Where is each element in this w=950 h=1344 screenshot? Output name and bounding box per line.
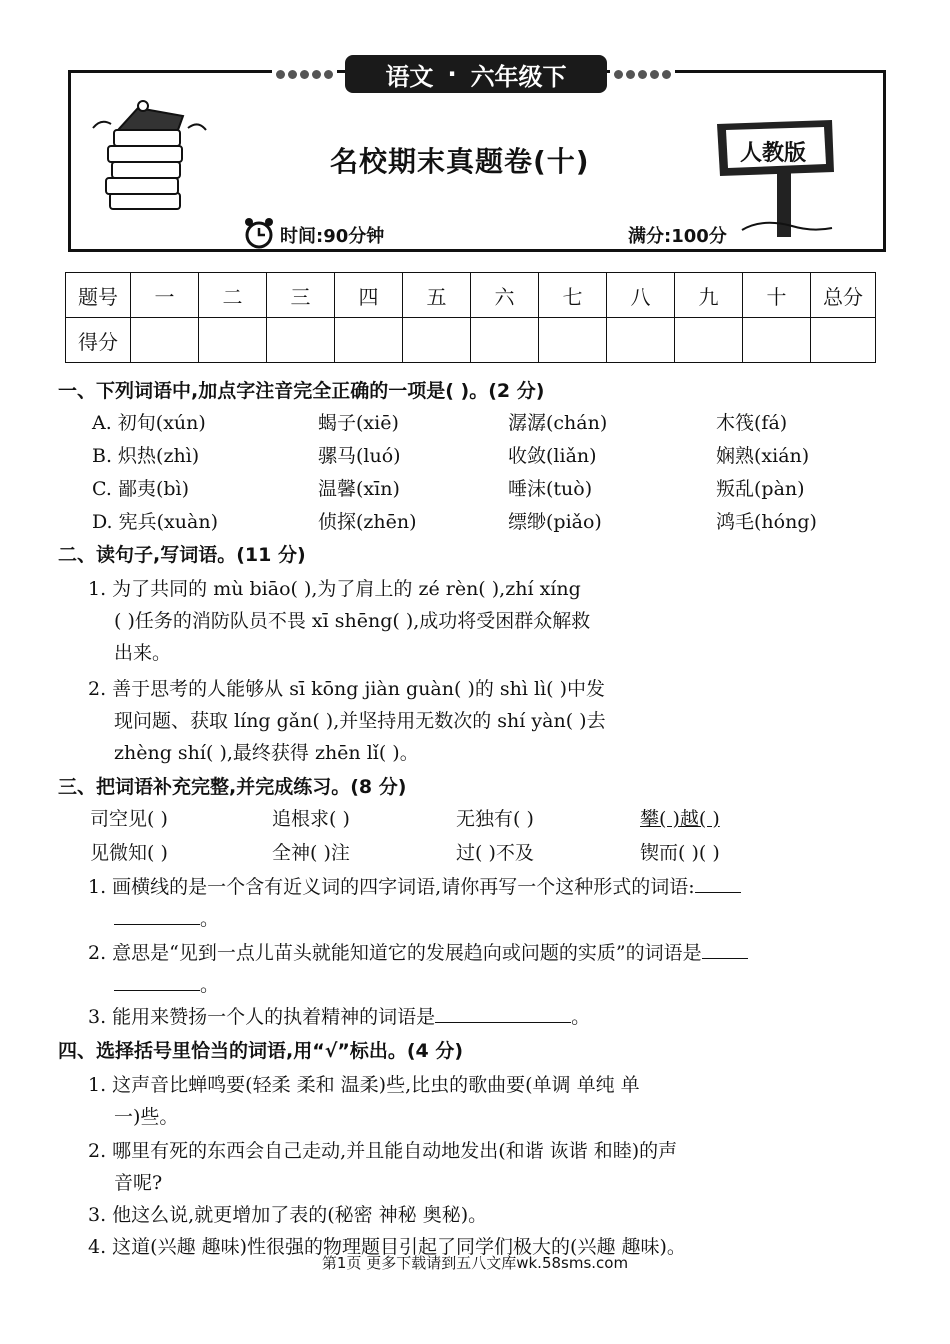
q1-title: 一、下列词语中,加点字注音完全正确的一项是( )。(2 分): [58, 380, 545, 402]
score-cell: [403, 318, 471, 363]
q3-item-1-cont: [114, 904, 219, 931]
decor-dots-right: [610, 64, 675, 84]
score-cell: [539, 318, 607, 363]
q3-item-3-text: 3. 能用来赞扬一个人的执着精神的词语是: [88, 1006, 436, 1028]
badge-grade: 六年级下: [470, 62, 567, 91]
q3-word-7: 过( )不及: [456, 842, 534, 864]
q3-item-2: [88, 938, 748, 965]
option-b-1: B. 炽热(zhì): [92, 445, 200, 467]
clock-icon: [242, 216, 276, 250]
score-cell: [811, 318, 876, 363]
score-table-score-row: [66, 318, 876, 363]
q3-word-4: 攀( )越( ): [640, 808, 720, 830]
table-cell: 九: [675, 273, 743, 318]
answer-blank[interactable]: [695, 892, 741, 893]
time-label: 时间:90分钟: [280, 226, 385, 247]
option-a-4: 木筏(fá): [716, 412, 788, 434]
page-title: 名校期末真题卷(十): [330, 145, 590, 178]
option-d-1: D. 宪兵(xuàn): [92, 511, 218, 533]
q3-title: 三、把词语补充完整,并完成练习。(8 分): [58, 776, 407, 798]
score-table: [65, 272, 876, 363]
score-cell: [267, 318, 335, 363]
edition-label: 人教版: [740, 141, 807, 166]
q4-line-6: 4. 这道(兴趣 趣味)性很强的物理题目引起了同学们极大的(兴趣 趣味)。: [88, 1236, 686, 1258]
q4-line-5: 3. 他这么说,就更增加了表的(秘密 神秘 奥秘)。: [88, 1204, 488, 1226]
table-cell: 二: [199, 273, 267, 318]
option-c-3: 唾沫(tuò): [508, 478, 593, 500]
q2-line-3: 出来。: [114, 642, 172, 664]
answer-blank[interactable]: [114, 924, 200, 925]
score-table-header-row: [66, 273, 876, 318]
q3-item-3: [88, 1002, 590, 1029]
q3-item-1-text: 1. 画横线的是一个含有近义词的四字词语,请你再写一个这种形式的词语:: [88, 876, 695, 898]
score-label: 满分:100分: [628, 226, 727, 247]
q4-line-1: 1. 这声音比蝉鸣要(轻柔 柔和 温柔)些,比虫的歌曲要(单调 单纯 单: [88, 1074, 640, 1096]
answer-blank[interactable]: [114, 990, 200, 991]
answer-blank[interactable]: [435, 1022, 571, 1023]
option-c-4: 叛乱(pàn): [716, 478, 805, 500]
q2-line-5: 现问题、获取 líng gǎn( ),并坚持用无数次的 shí yàn( )去: [114, 710, 606, 732]
q4-line-3: 2. 哪里有死的东西会自己走动,并且能自动地发出(和谐 诙谐 和睦)的声: [88, 1140, 678, 1162]
q3-word-3: 无独有( ): [456, 808, 534, 830]
option-a-2: 蝎子(xiē): [318, 412, 399, 434]
option-c-2: 温馨(xīn): [318, 478, 400, 500]
option-a-3: 潺潺(chán): [508, 412, 608, 434]
score-cell: [335, 318, 403, 363]
q2-line-1: 1. 为了共同的 mù biāo( ),为了肩上的 zé rèn( ),zhí xíng: [88, 578, 581, 600]
option-b-4: 娴熟(xián): [716, 445, 810, 467]
score-cell: [607, 318, 675, 363]
decor-dots-left: [272, 64, 337, 84]
book-stack-icon: [88, 98, 218, 228]
option-d-3: 缥缈(piǎo): [508, 511, 602, 533]
table-cell: 三: [267, 273, 335, 318]
q3-item-2-text: 2. 意思是“见到一点儿苗头就能知道它的发展趋向或问题的实质”的词语是: [88, 942, 702, 964]
score-cell: [743, 318, 811, 363]
q3-word-5: 见微知( ): [90, 842, 168, 864]
answer-blank[interactable]: [702, 958, 748, 959]
q2-line-6: zhèng shí( ),最终获得 zhēn lǐ( )。: [114, 742, 419, 764]
option-b-3: 收敛(liǎn): [508, 445, 597, 467]
q4-line-2: 一)些。: [114, 1106, 179, 1128]
q2-line-2: ( )任务的消防队员不畏 xī shēng( ),成功将受困群众解救: [114, 610, 591, 632]
table-cell: 四: [335, 273, 403, 318]
subject-grade-badge: [345, 55, 607, 93]
q3-word-2: 追根求( ): [272, 808, 350, 830]
score-cell: [131, 318, 199, 363]
signpost-icon: [712, 112, 842, 242]
score-cell: [675, 318, 743, 363]
q3-item-2-cont: [114, 970, 219, 997]
option-b-2: 骡马(luó): [318, 445, 401, 467]
q2-title: 二、读句子,写词语。(11 分): [58, 544, 306, 566]
badge-subject: 语文: [385, 62, 434, 91]
table-cell: 十: [743, 273, 811, 318]
q4-title: 四、选择括号里恰当的词语,用“√”标出。(4 分): [58, 1040, 464, 1062]
table-cell: 五: [403, 273, 471, 318]
option-d-2: 侦探(zhēn): [318, 511, 417, 533]
table-cell: 八: [607, 273, 675, 318]
table-cell: 七: [539, 273, 607, 318]
table-cell: 题号: [66, 273, 131, 318]
table-cell: 一: [131, 273, 199, 318]
badge-dot: ·: [447, 60, 457, 88]
table-cell: 六: [471, 273, 539, 318]
option-c-1: C. 鄙夷(bì): [92, 478, 190, 500]
q3-word-1: 司空见( ): [90, 808, 168, 830]
option-a-1: A. 初旬(xún): [92, 412, 206, 434]
period: 。: [571, 1006, 591, 1028]
page-footer: 第1页 更多下载请到五八文库wk.58sms.com: [321, 1254, 629, 1272]
q3-word-8: 锲而( )( ): [640, 842, 720, 864]
score-cell: [471, 318, 539, 363]
q3-item-1: [88, 872, 741, 899]
period: 。: [200, 908, 220, 930]
table-cell: 总分: [811, 273, 876, 318]
period: 。: [200, 974, 220, 996]
q2-line-4: 2. 善于思考的人能够从 sī kōng jiàn guàn( )的 shì lì( )中发: [88, 678, 606, 700]
option-d-4: 鸿毛(hóng): [716, 511, 817, 533]
q3-word-6: 全神( )注: [272, 842, 350, 864]
q4-line-4: 音呢?: [114, 1172, 163, 1194]
score-cell: [199, 318, 267, 363]
table-cell: 得分: [66, 318, 131, 363]
